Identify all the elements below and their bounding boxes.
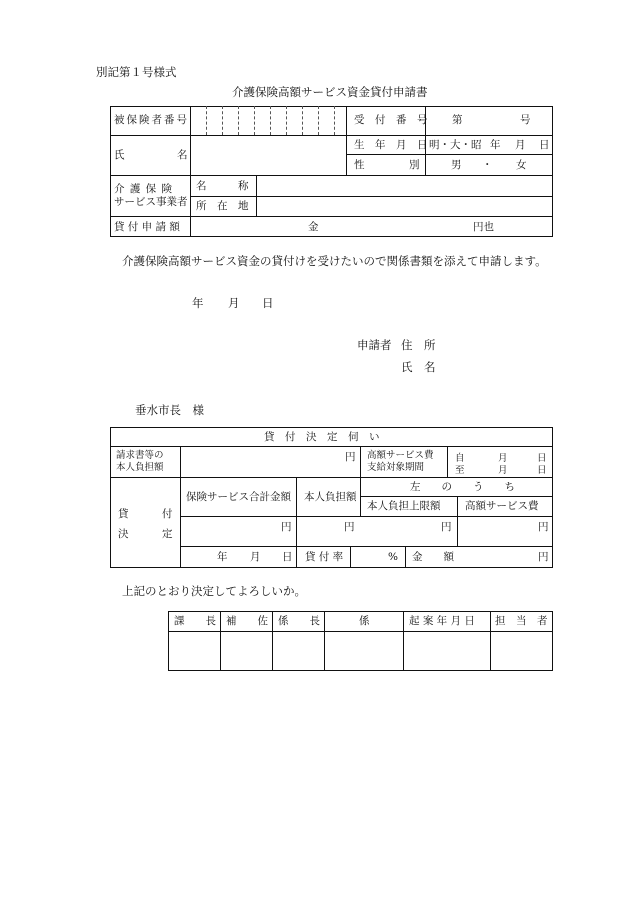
self-burden-yen: 円 [344, 521, 355, 533]
period-from-day: 日 [537, 453, 547, 464]
date-month-label: 月 [228, 296, 240, 310]
breakdown-header: 左 の う ち [410, 481, 515, 493]
gender-label-right: 別 [409, 159, 420, 171]
approval-draft-date-header: 起 案 年 月 日 [409, 615, 475, 627]
high-cost-yen: 円 [538, 521, 549, 533]
insurance-total-header: 保険サービス合計金額 [186, 491, 291, 503]
high-cost-header: 高額サービス費 [465, 500, 539, 512]
gender-female[interactable]: 女 [516, 159, 527, 171]
approval-chief-header: 課 長 [174, 615, 216, 627]
burden-limit-field[interactable] [361, 517, 439, 545]
insured-number-field[interactable] [191, 107, 345, 134]
period-from-month: 月 [498, 453, 508, 464]
approval-deputy-header: 補 佐 [226, 615, 268, 627]
provider-label [114, 183, 188, 209]
loan-rate-field[interactable] [351, 547, 383, 567]
decision-table-title: 貸 付 決 定 伺 い [264, 431, 380, 443]
applicant-name-label: 氏 名 [401, 360, 436, 374]
name-label-left: 氏 [114, 149, 125, 161]
reception-number-dai: 第 [452, 114, 463, 126]
amount-label: 金 額 [412, 551, 454, 563]
applicant-label: 申請者 [357, 338, 392, 352]
approval-section-chief-stamp[interactable] [273, 632, 323, 670]
decision-day: 日 [282, 551, 293, 563]
period-to: 至 [455, 465, 465, 476]
claim-amount-field[interactable] [181, 447, 341, 476]
loan-amount-yen: 円也 [473, 221, 494, 233]
insured-number-label: 被保険者番号 [114, 114, 189, 126]
provider-address-field[interactable] [257, 197, 552, 215]
approval-draft-date-field[interactable] [404, 632, 489, 670]
decision-label-top-right: 付 [162, 508, 173, 520]
application-statement: 介護保険高額サービス資金の貸付けを受けたいので関係書類を添えて申請します。 [122, 254, 547, 268]
decision-year: 年 [217, 551, 228, 563]
approval-person-stamp[interactable] [491, 632, 552, 670]
loan-rate-percent: % [388, 551, 398, 563]
loan-amount-kin: 金 [308, 221, 319, 233]
birthdate-label: 生 年 月 日 [354, 139, 428, 151]
decision-label-bottom-right: 定 [162, 528, 173, 540]
period-to-day: 日 [537, 465, 547, 476]
period-from: 自 [455, 453, 465, 464]
loan-rate-label: 貸 付 率 [305, 551, 344, 563]
decision-label-top-left: 貸 [118, 508, 129, 520]
birth-year: 年 [490, 139, 501, 151]
loan-amount-label: 貸 付 申 請 額 [114, 221, 180, 233]
claim-label-line2: 本人負担額 [116, 462, 164, 473]
insurance-total-field[interactable] [181, 517, 281, 545]
amount-yen: 円 [538, 551, 549, 563]
burden-limit-header: 本人負担上限額 [367, 500, 441, 512]
claim-yen: 円 [345, 451, 356, 463]
provider-name-label-right: 称 [238, 180, 249, 192]
approval-person-header: 担 当 者 [495, 615, 548, 627]
period-label [367, 450, 434, 474]
addressee: 垂水市長 様 [135, 403, 204, 417]
high-cost-field[interactable] [458, 517, 536, 545]
gender-male[interactable]: 男 [451, 159, 462, 171]
applicant-address-label: 住 所 [401, 338, 436, 352]
amount-field[interactable] [458, 547, 536, 567]
era-options[interactable]: 明・大・昭 [429, 139, 482, 151]
self-burden-field[interactable] [297, 517, 341, 545]
claim-label-line1: 請求書等の [116, 450, 164, 461]
approval-staff-stamp[interactable] [325, 632, 402, 670]
name-label-right: 名 [177, 149, 188, 161]
decision-label-bottom-left: 決 [118, 528, 129, 540]
reception-number-go: 号 [520, 114, 531, 126]
provider-address-label: 所 在 地 [196, 200, 249, 212]
loan-amount-field[interactable] [320, 217, 470, 236]
gender-separator: ・ [482, 159, 493, 171]
period-label-line2: 支給対象期間 [367, 462, 425, 473]
approval-question: 上記のとおり決定してよろしいか。 [122, 584, 306, 598]
provider-label-line2: サービス事業者 [114, 196, 188, 208]
reception-number-label: 受 付 番 号 [354, 114, 428, 126]
approval-section-chief-header: 係 長 [278, 615, 320, 627]
provider-name-field[interactable] [257, 176, 552, 195]
approval-deputy-stamp[interactable] [221, 632, 271, 670]
date-year-label: 年 [192, 296, 204, 310]
self-burden-header: 本人負担額 [304, 491, 357, 503]
birth-day: 日 [539, 139, 550, 151]
name-field[interactable] [191, 136, 345, 174]
form-title: 介護保険高額サービス資金貸付申請書 [232, 85, 428, 99]
provider-label-line1: 介 護 保 険 [114, 183, 174, 195]
claim-label [116, 450, 164, 474]
insurance-total-yen: 円 [281, 521, 292, 533]
burden-limit-yen: 円 [441, 521, 452, 533]
gender-label-left: 性 [354, 159, 365, 171]
date-day-label: 日 [262, 296, 274, 310]
decision-month: 月 [250, 551, 261, 563]
approval-staff-header: 係 [359, 615, 370, 627]
provider-name-label-left: 名 [196, 180, 207, 192]
form-number-label: 別記第１号様式 [96, 65, 177, 79]
birth-month: 月 [515, 139, 526, 151]
period-to-month: 月 [498, 465, 508, 476]
period-label-line1: 高額サービス費 [367, 450, 434, 461]
approval-chief-stamp[interactable] [169, 632, 219, 670]
